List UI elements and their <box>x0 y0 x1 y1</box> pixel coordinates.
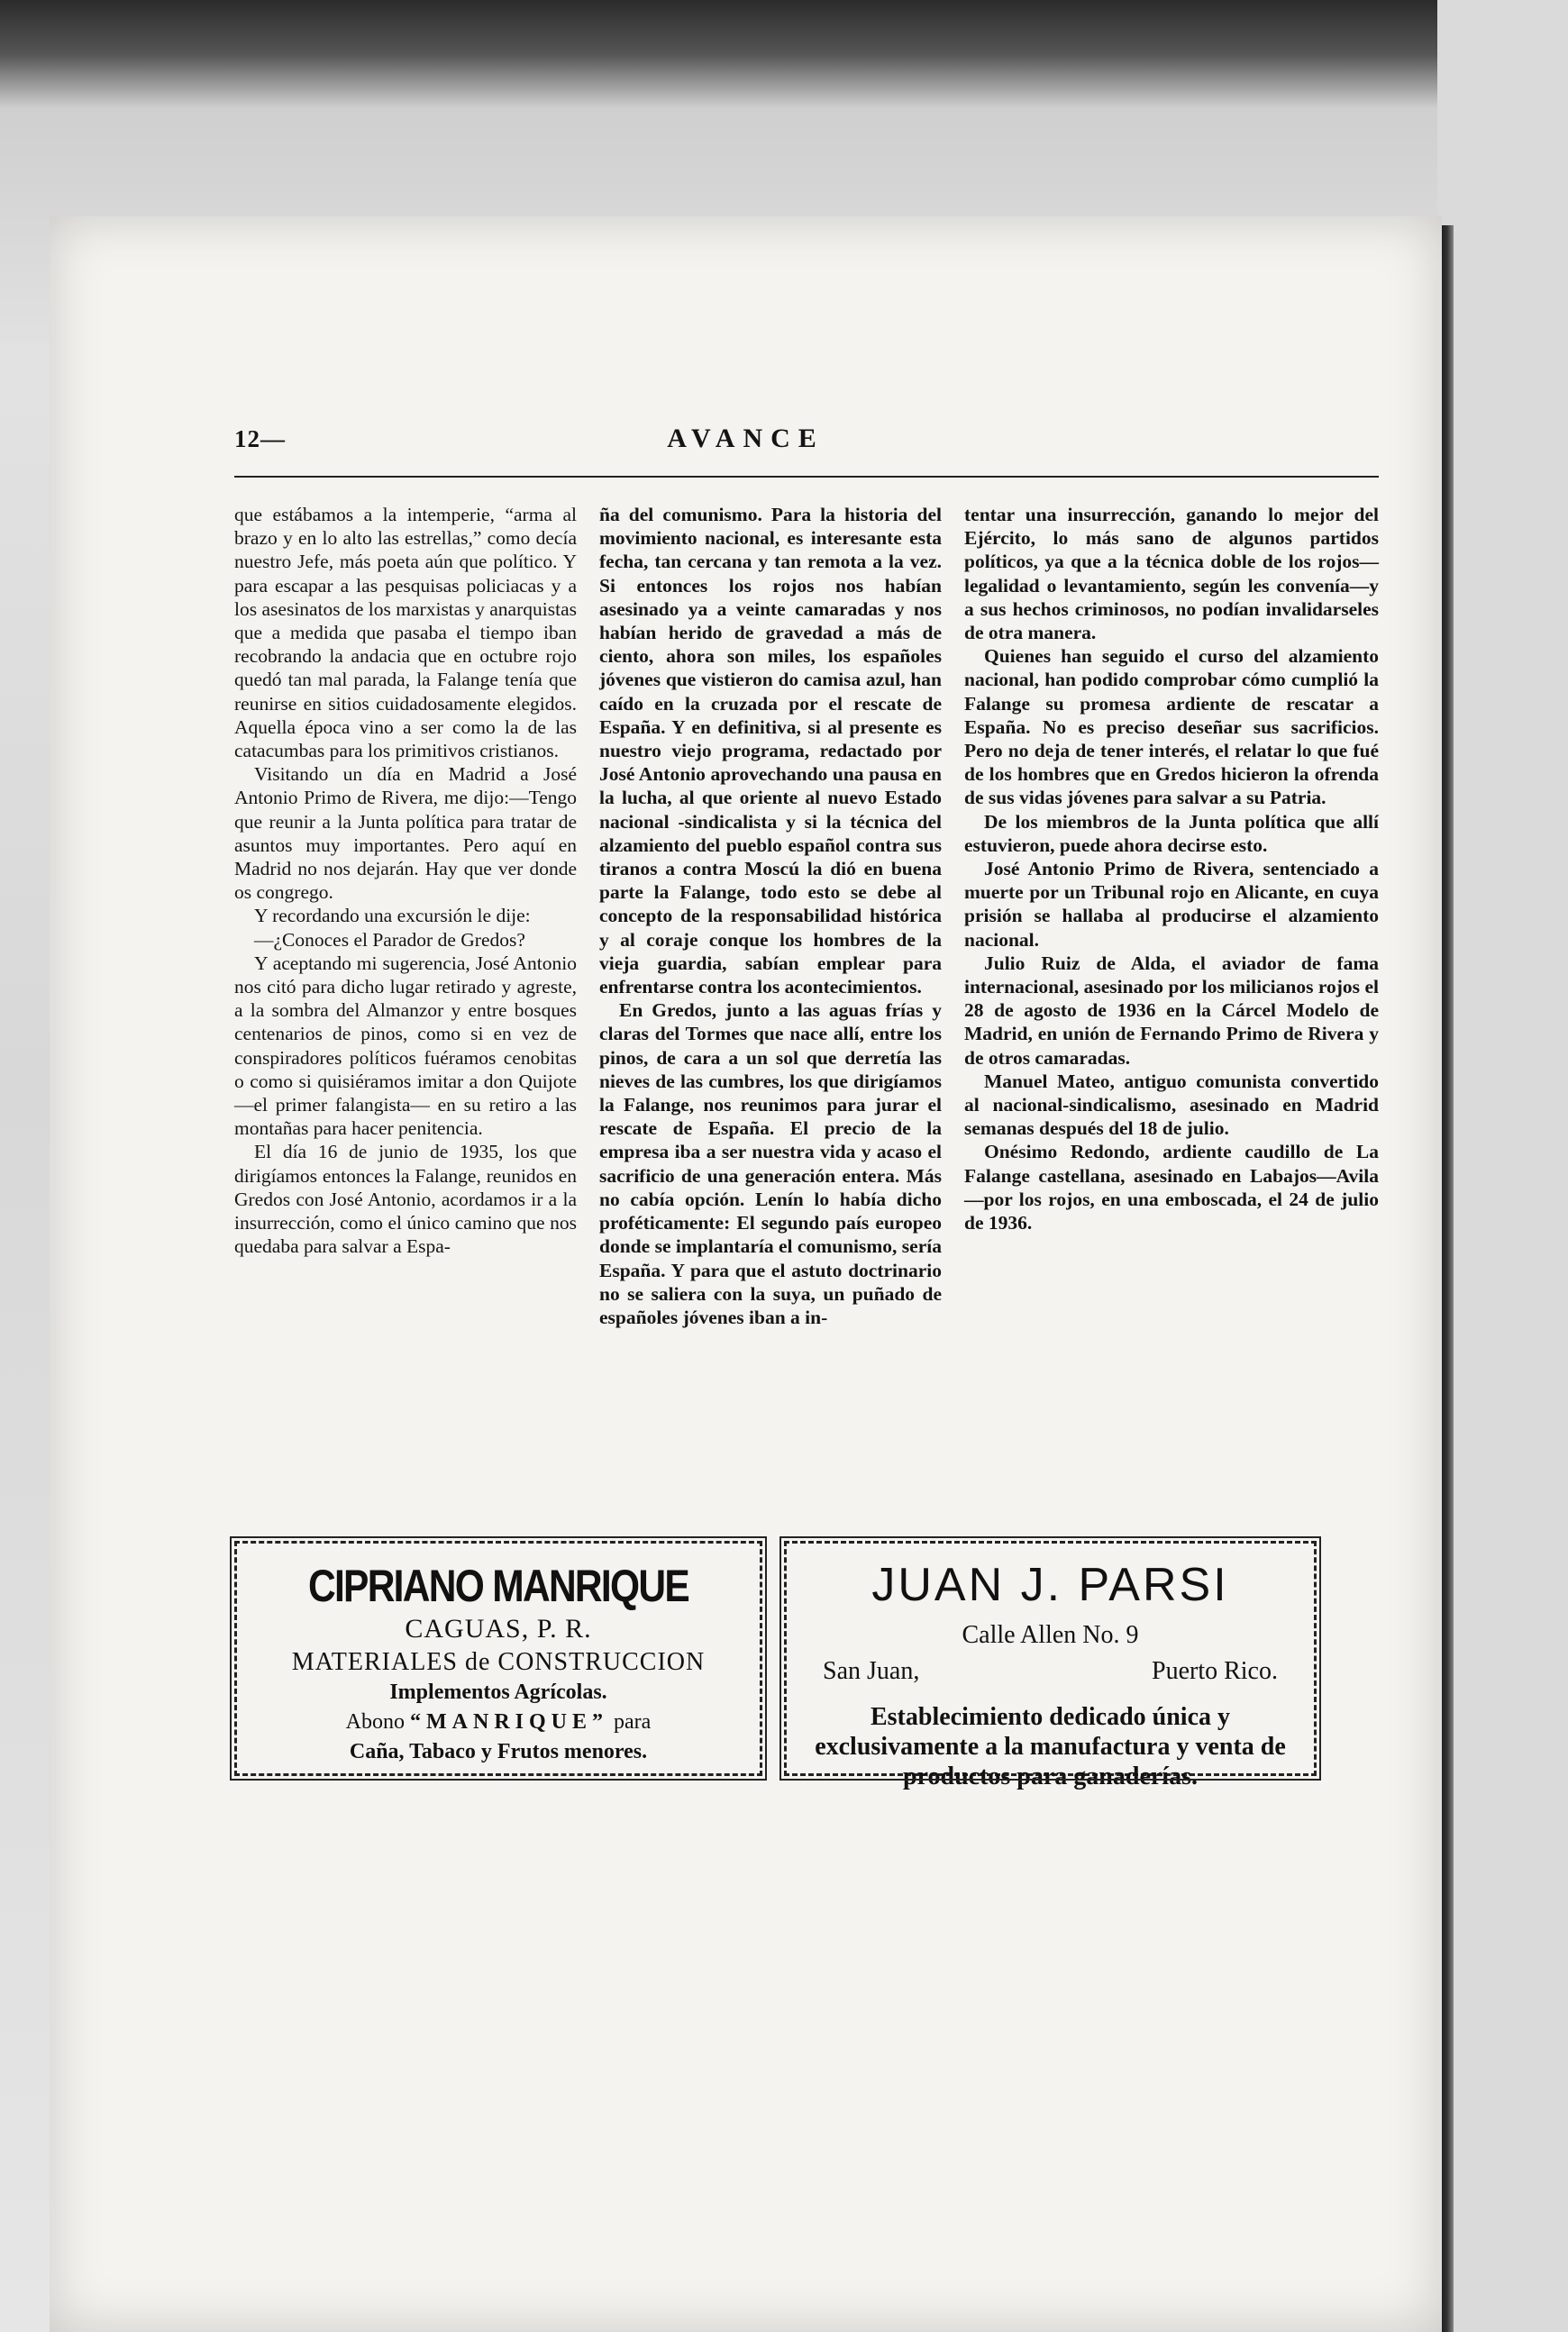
article-column-3 <box>964 503 1379 1234</box>
ad-products: Implementos Agrícolas. <box>389 1681 607 1704</box>
ad-city: San Juan, <box>823 1657 920 1685</box>
ad-location <box>787 1657 1314 1686</box>
ad-abono-brand: “MANRIQUE” <box>410 1710 609 1734</box>
ad-business-name: JUAN J. PARSI <box>871 1559 1229 1611</box>
paragraph: El día 16 de junio de 1935, los que dirigíamos entonces la Falange, reunidos en Gredos con José Antonio, acordamos ir a la insurrección, como el único camino que nos quedaba para salvar a Espa- <box>234 1141 577 1258</box>
masthead-title: AVANCE <box>667 424 825 453</box>
paragraph: En Gredos, junto a las aguas frías y claras del Tormes que nace allí, entre los pinos, de cara a un sol que derretía las nieves de las cumbres, los que dirigíamos la Falange, nos reunimos para jurar el rescate de España. El precio de la empresa iba a ser nuestra vida y acaso el sacrificio de una generación entera. Más no cabía opción. Lenín lo había dicho proféticamente: El segundo país europeo donde se implantaría el comunismo, sería España. Y para que el astuto doctrinario no se saliera con la suya, un puñado de españoles jóvenes iban a in- <box>599 999 942 1328</box>
paragraph: —¿Conoces el Parador de Gredos? <box>254 928 525 951</box>
article-column-2 <box>599 503 942 1329</box>
header-rule <box>234 476 1379 478</box>
ad-fertilizer-line <box>237 1710 760 1735</box>
paragraph: Visitando un día en Madrid a José Antonio Primo de Rivera, me dijo:—Tengo que reunir a la Junta política para tratar de asuntos muy importantes. Pero aquí en Madrid no nos dejarán. Hay que ver donde os congrego. <box>234 763 577 904</box>
paragraph: Manuel Mateo, antiguo comunista convertido al nacional-sindicalismo, asesinado en Madrid semanas después del 18 de julio. <box>964 1070 1379 1140</box>
ad-street: Calle Allen No. 9 <box>962 1621 1139 1649</box>
ad-tagline: MATERIALES de CONSTRUCCION <box>291 1648 706 1676</box>
ad-abono-suffix: para <box>614 1710 652 1734</box>
article-column-1 <box>234 503 577 1259</box>
paragraph: tentar una insurrección, ganando lo mejor del Ejército, lo más sano de algunos partidos políticos, ya que a la técnica doble de los rojos—legalidad o levantamiento, según les convenía—y a sus hechos criminosos, no podían invalidarseles de otra manera. <box>964 504 1379 644</box>
ad-city: CAGUAS, P. R. <box>405 1614 592 1644</box>
paragraph: Y aceptando mi sugerencia, José Antonio nos citó para dicho lugar retirado y agreste, a la sombra del Almanzor y entre bosques centenarios de pinos, como si en vez de conspiradores políticos fuéramos cenobitas o como si quisiéramos imitar a don Quijote—el primer falangista— en su retiro a las montañas para hacer penitencia. <box>234 952 577 1140</box>
paragraph: Y recordando una excursión le dije: <box>254 905 531 927</box>
advertisement-manrique <box>234 1541 762 1776</box>
page-number: 12— <box>234 425 286 452</box>
advertisement-parsi <box>784 1541 1317 1790</box>
paragraph: Onésimo Redondo, ardiente caudillo de La Falange castellana, asesinado en Labajos—Avila—por los rojos, en una emboscada, el 24 de julio de 1936. <box>964 1141 1379 1234</box>
ad-country: Puerto Rico. <box>1152 1657 1278 1685</box>
paragraph: que estábamos a la intemperie, “arma al brazo y en lo alto las estrellas,” como decía nuestro Jefe, más poeta aún que político. Y para escapar a las pesquisas policiacas y a los asesinatos de los marxistas y anarquistas que a medida que pasaba el tiempo iban recobrando la andacia que en octubre rojo quedó tan mal parada, la Falange tenía que reunirse en sitios cuidadosamente elegidos. Aquella época vino a ser como la de las catacumbas para los primitivos cristianos. <box>234 504 577 762</box>
paragraph: José Antonio Primo de Rivera, sentenciado a muerte por un Tribunal rojo en Alicante, en cuya prisión se hallaba al producirse el alzamiento nacional. <box>964 858 1379 951</box>
paragraph: ña del comunismo. Para la historia del movimiento nacional, es interesante esta fecha, tan cercana y tan remota a la vez. Si entonces los rojos nos habían asesinado ya a veinte camaradas y nos habían herido de gravedad a más de ciento, ahora son miles, los españoles jóvenes que vistieron do camisa azul, han caído en la cruzada por el rescate de España. Y en definitiva, si al presente es nuestro viejo programa, redactado por José Antonio aprovechando una pausa en la lucha, al que oriente al nuevo Estado nacional -sindicalista y si la técnica del alzamiento del pueblo español contra sus tiranos a contra Moscú la dió en buena parte la Falange, todo esto se debe al concepto de la responsabilidad histórica y al coraje conque los hombres de la vieja guardia, sabían emplear para enfrentarse contra los acontecimientos. <box>599 504 942 998</box>
adjacent-page-edge <box>1437 0 1568 2332</box>
paragraph: De los miembros de la Junta política que allí estuvieron, puede ahora decirse esto. <box>964 810 1379 856</box>
newspaper-page <box>50 216 1442 2332</box>
ad-abono-prefix: Abono <box>345 1710 406 1734</box>
ad-crops: Caña, Tabaco y Frutos menores. <box>349 1740 648 1763</box>
ad-description: Establecimiento dedicado única y exclusivamente a la manufactura y venta de productos para ganaderías. <box>815 1703 1286 1790</box>
ad-business-name: CIPRIANO MANRIQUE <box>307 1561 689 1611</box>
paragraph: Julio Ruiz de Alda, el aviador de fama internacional, asesinado por los milicianos rojos el 28 de agosto de 1936 en la Cárcel Modelo de Madrid, en unión de Fernando Primo de Rivera y de otros camaradas. <box>964 952 1379 1069</box>
paragraph: Quienes han seguido el curso del alzamiento nacional, han podido comprobar cómo cumplió la Falange su promesa ardiente de rescatar a España. No es preciso deseñar sus sacrificios. Pero no deja de tener interés, el relatar lo que fué de los hombres que en Gredos hicieron la ofrenda de sus vidas jóvenes para salvar a su Patria. <box>964 645 1379 809</box>
